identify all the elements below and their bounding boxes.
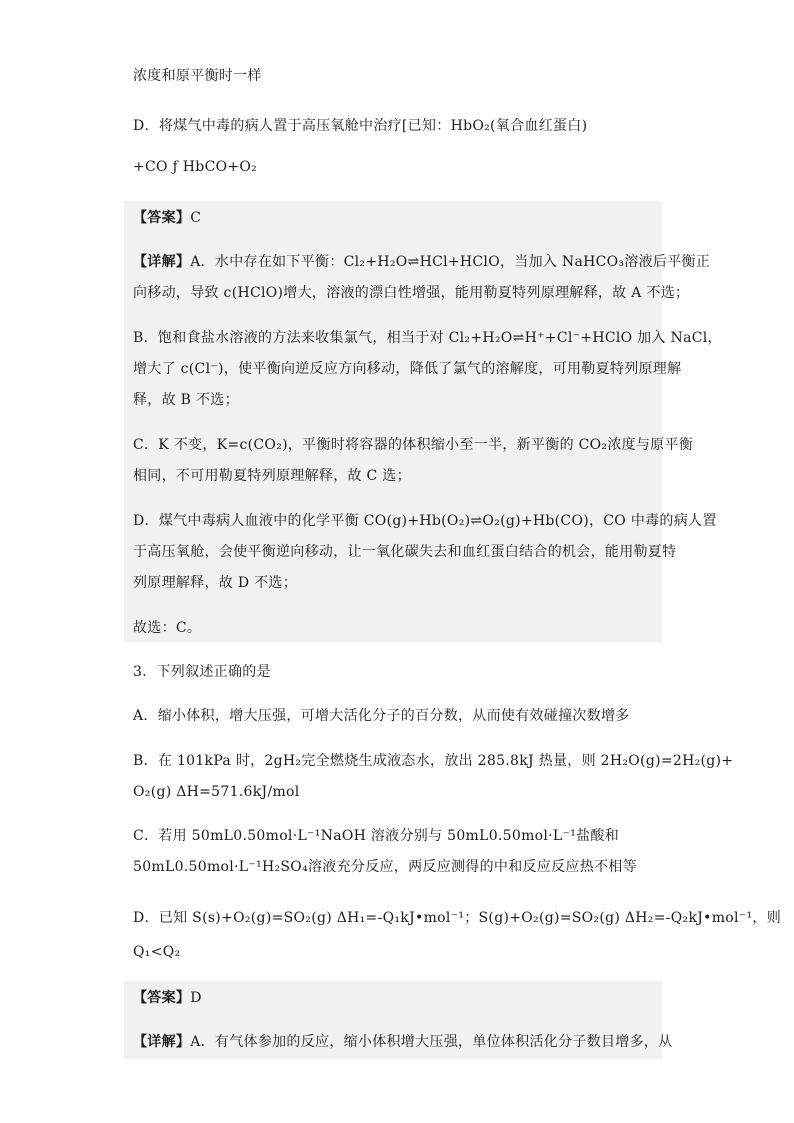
option-b: B．在 101kPa 时，2gH₂完全燃烧生成液态水，放出 285.8kJ 热量，则 2H₂O(g)=2H₂(g)+ [133,753,734,769]
option-c-cont: 50mL0.50mol·L⁻¹H₂SO₄溶液充分反应，两反应测得的中和反应反应热不相等 [133,859,637,875]
option-a: A．缩小体积，增大压强，可增大活化分子的百分数，从而使有效碰撞次数增多 [133,708,630,724]
explanation-line: 列原理解释，故 D 不选； [133,575,298,591]
option-d-cont: Q₁<Q₂ [133,944,181,960]
explanation-line: 于高压氧舱，会使平衡逆向移动，让一氧化碳失去和血红蛋白结合的机会，能用勒夏特 [133,544,677,560]
explanation-text: A．有气体参加的反应，缩小体积增大压强，单位体积活化分子数目增多，从 [190,1034,673,1050]
explanation-line: 向移动，导致 c(HClO)增大，溶液的漂白性增强，能用勒夏特列原理解释，故 A 不选； [133,285,690,301]
option-c: C．若用 50mL0.50mol·L⁻¹NaOH 溶液分别与 50mL0.50mol·L⁻¹盐酸和 [133,828,620,844]
option-d: D．已知 S(s)+O₂(g)=SO₂(g) ΔH₁=-Q₁kJ•mol⁻¹；S(g)+O₂(g)=SO₂(g) ΔH₂=-Q₂kJ•mol⁻¹，则 [133,910,781,926]
text-line: 浓度和原平衡时一样 [133,68,262,84]
explanation-line: B．饱和食盐水溶液的方法来收集氯气，相当于对 Cl₂+H₂O⇌H⁺+Cl⁻+HClO 加入 NaCl， [133,330,722,346]
answer-value: C [190,210,202,226]
answer-line [133,988,663,1008]
explanation-tag: 【详解】 [133,254,191,270]
explanation-line: 相同，不可用勒夏特列原理解释，故 C 选； [133,468,411,484]
conclusion-line: 故选：C。 [133,620,202,636]
equation-line: +CO ƒ HbCO+O₂ [133,159,258,175]
answer-line [133,208,663,228]
option-d: D．将煤气中毒的病人置于高压氧舱中治疗[已知：HbO₂(氧合血红蛋白) [133,118,588,134]
explanation-line: 释，故 B 不选； [133,392,239,408]
explanation-line [133,252,711,272]
explanation-line [133,1032,673,1052]
explanation-text: A．水中存在如下平衡：Cl₂+H₂O⇌HCl+HClO，当加入 NaHCO₃溶液后平衡正 [190,254,711,270]
answer-tag: 【答案】 [133,990,191,1006]
answer-tag: 【答案】 [133,210,191,226]
explanation-tag: 【详解】 [133,1034,191,1050]
answer-value: D [190,990,202,1006]
explanation-line: 增大了 c(Cl⁻)，使平衡向逆反应方向移动，降低了氯气的溶解度，可用勒夏特列原理解 [133,361,682,377]
explanation-line: C．K 不变，K=c(CO₂)，平衡时将容器的体积缩小至一半，新平衡的 CO₂浓度与原平衡 [133,437,694,453]
option-b-cont: O₂(g) ΔH=571.6kJ/mol [133,784,300,800]
explanation-line: D．煤气中毒病人血液中的化学平衡 CO(g)+Hb(O₂)⇌O₂(g)+Hb(CO)，CO 中毒的病人置 [133,513,717,529]
question-title: 3．下列叙述正确的是 [133,664,271,680]
